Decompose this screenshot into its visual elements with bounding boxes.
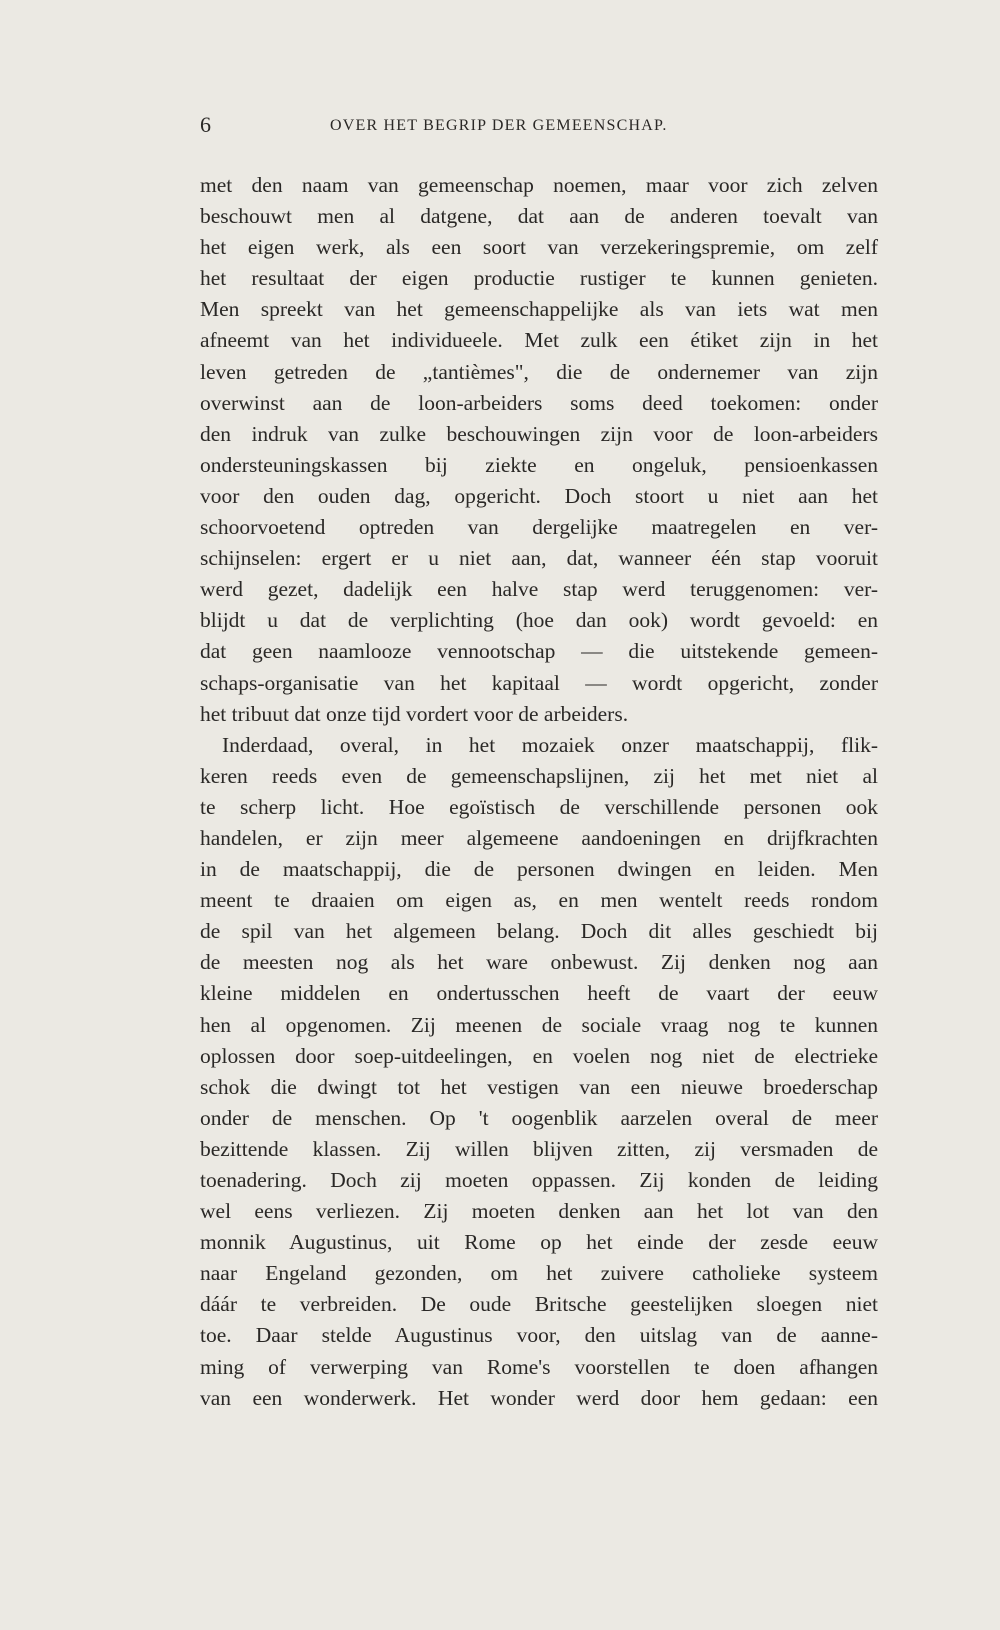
text-line: afneemt van het individueele. Met zulk een étiket zijn in het [200, 328, 878, 353]
text-line: oplossen door soep-uitdeelingen, en voelen nog niet de electrieke [200, 1043, 878, 1068]
text-line: ondersteuningskassen bij ziekte en ongeluk, pensioenkassen [200, 452, 878, 477]
text-line: dat geen naamlooze vennootschap — die uitstekende gemeen- [200, 639, 878, 664]
text-line: bezittende klassen. Zij willen blijven zitten, zij versmaden de [200, 1136, 878, 1161]
text-line: het tribuut dat onze tijd vordert voor de arbeiders. [200, 701, 629, 726]
text-line: het eigen werk, als een soort van verzekeringspremie, om zelf [200, 235, 878, 260]
text-line: Inderdaad, overal, in het mozaiek onzer maatschappij, flik- [222, 732, 878, 757]
text-line: keren reeds even de gemeenschapslijnen, zij het met niet al [200, 763, 878, 788]
text-line: handelen, er zijn meer algemeene aandoeningen en drijfkrachten [200, 825, 878, 850]
text-line: de meesten nog als het ware onbewust. Zij denken nog aan [200, 950, 878, 975]
text-line: hen al opgenomen. Zij meenen de sociale vraag nog te kunnen [200, 1012, 878, 1037]
text-line: werd gezet, dadelijk een halve stap werd teruggenomen: ver- [200, 577, 878, 602]
text-line: beschouwt men al datgene, dat aan de anderen toevalt van [200, 204, 878, 229]
text-line: kleine middelen en ondertusschen heeft de vaart der eeuw [200, 981, 878, 1006]
text-line: onder de menschen. Op 't oogenblik aarzelen overal de meer [200, 1105, 878, 1130]
text-line: ming of verwerping van Rome's voorstellen te doen afhangen [200, 1354, 878, 1379]
text-line: wel eens verliezen. Zij moeten denken aan het lot van den [200, 1199, 878, 1224]
text-line: meent te draaien om eigen as, en men wentelt reeds rondom [200, 888, 878, 913]
text-line: overwinst aan de loon-arbeiders soms deed toekomen: onder [200, 390, 878, 415]
text-line: toe. Daar stelde Augustinus voor, den uitslag van de aanne- [200, 1323, 878, 1348]
page-number: 6 [200, 112, 211, 137]
text-line: het resultaat der eigen productie rustiger te kunnen genieten. [200, 266, 878, 291]
text-line: voor den ouden dag, opgericht. Doch stoort u niet aan het [200, 483, 878, 508]
text-line: blijdt u dat de verplichting (hoe dan ook) wordt gevoeld: en [200, 608, 878, 633]
text-line: Men spreekt van het gemeenschappelijke als van iets wat men [200, 297, 878, 322]
paragraph [200, 730, 878, 1414]
text-line: schijnselen: ergert er u niet aan, dat, wanneer één stap vooruit [200, 546, 878, 571]
text-line: den indruk van zulke beschouwingen zijn voor de loon-arbeiders [200, 421, 878, 446]
text-line: de spil van het algemeen belang. Doch dit alles geschiedt bij [200, 919, 878, 944]
paragraph [200, 170, 878, 730]
text-line: monnik Augustinus, uit Rome op het einde der zesde eeuw [200, 1230, 878, 1255]
text-line: toenadering. Doch zij moeten oppassen. Zij konden de leiding [200, 1168, 878, 1192]
text-line: naar Engeland gezonden, om het zuivere catholieke systeem [200, 1261, 878, 1286]
running-title: OVER HET BEGRIP DER GEMEENSCHAP. [330, 117, 668, 134]
text-line: met den naam van gemeenschap noemen, maar voor zich zelven [200, 173, 878, 197]
page-header [200, 112, 880, 152]
text-line: schoorvoetend optreden van dergelijke maatregelen en ver- [200, 515, 878, 540]
text-line: schok die dwingt tot het vestigen van een nieuwe broederschap [200, 1074, 878, 1099]
text-line: schaps-organisatie van het kapitaal — wordt opgericht, zonder [200, 670, 878, 695]
text-line: in de maatschappij, die de personen dwingen en leiden. Men [200, 857, 878, 882]
text-line: leven getreden de „tantièmes", die de ondernemer van zijn [200, 359, 878, 384]
text-line: dáár te verbreiden. De oude Britsche geestelijken sloegen niet [200, 1292, 878, 1317]
body-text [200, 170, 878, 1414]
text-line: van een wonderwerk. Het wonder werd door hem gedaan: een [200, 1385, 878, 1410]
text-line: te scherp licht. Hoe egoïstisch de verschillende personen ook [200, 794, 878, 819]
